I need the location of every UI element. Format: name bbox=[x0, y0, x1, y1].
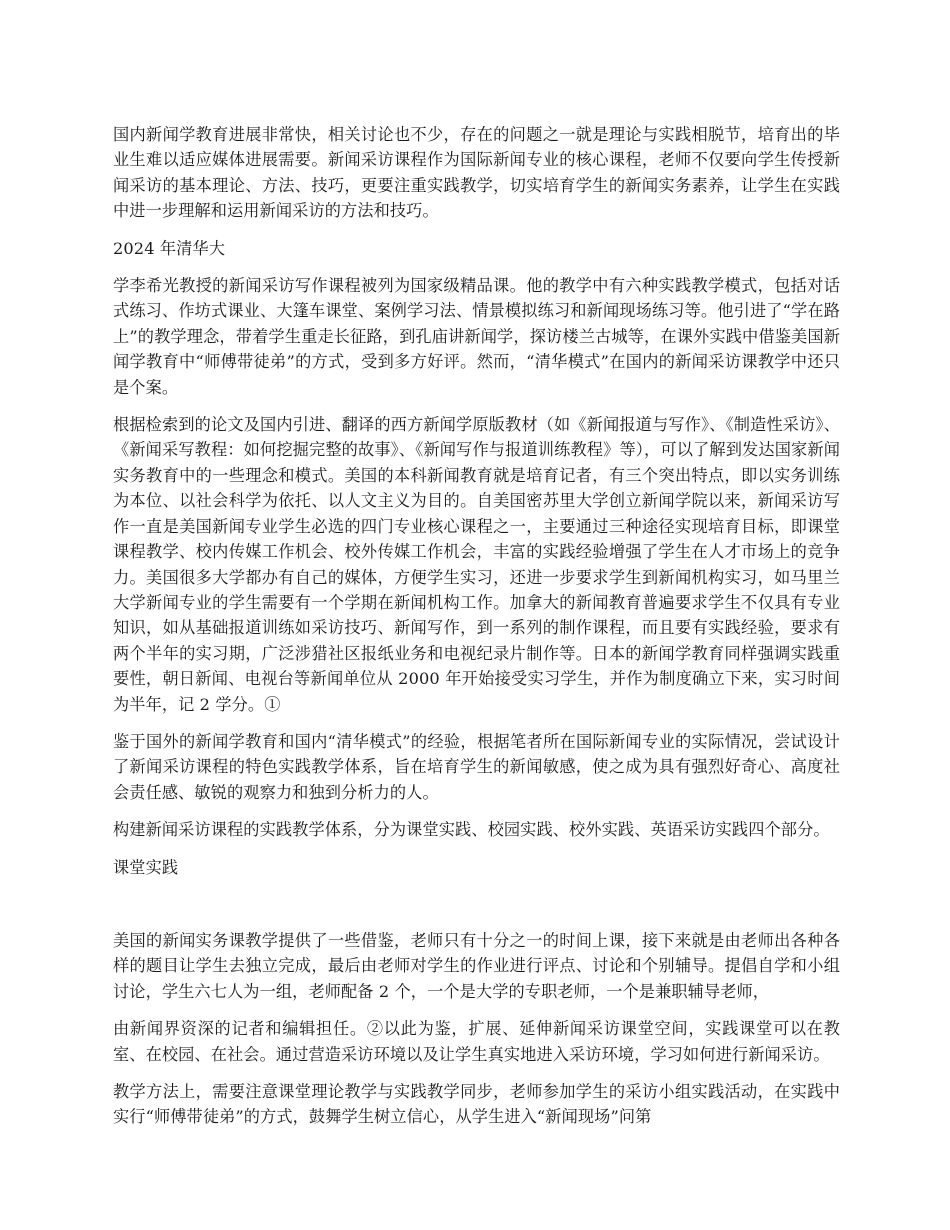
section-heading-classroom: 课堂实践 bbox=[113, 857, 179, 877]
paragraph-us-practice: 美国的新闻实务课教学提供了一些借鉴，老师只有十分之一的时间上课，接下来就是由老师出各种各样的题目让学生去独立完成，最后由老师对学生的作业进行评点、讨论和个别辅导。提倡自学和小组讨论，学生六七人为一组，老师配备 2 个，一个是大学的专职老师，一个是兼职辅导老师， bbox=[113, 930, 840, 1001]
paragraph-tsinghua-model: 学李希光教授的新闻采访写作课程被列为国家级精品课。他的教学中有六种实践教学模式，包括对话式练习、作坊式课业、大篷车课堂、案例学习法、情景模拟练习和新闻现场练习等。他引进了“学在路上”的教学理念，带着学生重走长征路，到孔庙讲新闻学，探访楼兰古城等，在课外实践中借鉴美国新闻学教育中“师傅带徒弟”的方式，受到多方好评。然而，“清华模式”在国内的新闻采访课教学中还只是个案。 bbox=[113, 276, 840, 397]
paragraph-four-parts: 构建新闻采访课程的实践教学体系，分为课堂实践、校园实践、校外实践、英语采访实践四个部分。 bbox=[113, 820, 830, 840]
paragraph-foreign-education: 根据检索到的论文及国内引进、翻译的西方新闻学原版教材（如《新闻报道与写作》、《制造性采访》、《新闻采写教程：如何挖掘完整的故事》、《新闻写作与报道训练教程》等），可以了解到发达国家新闻实务教育中的一些理念和模式。美国的本科新闻教育就是培育记者，有三个突出特点，即以实务训练为本位、以社会科学为依托、以人文主义为目的。自美国密苏里大学创立新闻学院以来，新闻采访写作一直是美国新闻专业学生必选的四门专业核心课程之一，主要通过三种途径实现培育目标，即课堂课程教学、校内传媒工作机会、校外传媒工作机会，丰富的实践经验增强了学生在人才市场上的竞争力。美国很多大学都办有自己的媒体，方便学生实习，还进一步要求学生到新闻机构实习，如马里兰大学新闻专业的学生需要有一个学期在新闻机构工作。加拿大的新闻教育普遍要求学生不仅具有专业知识，如从基础报道训练如采访技巧、新闻写作，到一系列的制作课程，而且要有实践经验，要求有两个半年的实习期，广泛涉猎社区报纸业务和电视纪录片制作等。日本的新闻学教育同样强调实践重要性，朝日新闻、电视台等新闻单位从 2000 年开始接受实习学生，并作为制度确立下来，实习时间为半年，记 2 学分。① bbox=[113, 415, 840, 714]
document-body bbox=[113, 122, 840, 1142]
paragraph-extend-classroom: 由新闻界资深的记者和编辑担任。②以此为鉴，扩展、延伸新闻采访课堂空间，实践课堂可以在教室、在校园、在社会。通过营造采访环境以及让学生真实地进入采访环境，学习如何进行新闻采访。 bbox=[113, 1019, 840, 1064]
paragraph-system-design: 鉴于国外的新闻学教育和国内“清华模式”的经验，根据笔者所在国际新闻专业的实际情况，尝试设计了新闻采访课程的特色实践教学体系，旨在培育学生的新闻敏感，使之成为具有强烈好奇心、高度社会责任感、敏锐的观察力和独到分析力的人。 bbox=[113, 731, 840, 802]
section-spacer bbox=[113, 892, 840, 928]
paragraph-teaching-method: 教学方法上，需要注意课堂理论教学与实践教学同步，老师参加学生的采访小组实践活动，在实践中实行“师傅带徒弟”的方式，鼓舞学生树立信心，从学生进入“新闻现场”问第 bbox=[113, 1082, 840, 1127]
paragraph-year-heading: 2024 年清华大 bbox=[113, 238, 225, 258]
paragraph-intro: 国内新闻学教育进展非常快，相关讨论也不少，存在的问题之一就是理论与实践相脱节，培育出的毕业生难以适应媒体进展需要。新闻采访课程作为国际新闻专业的核心课程，老师不仅要向学生传授新闻采访的基本理论、方法、技巧，更要注重实践教学，切实培育学生的新闻实务素养，让学生在实践中进一步理解和运用新闻采访的方法和技巧。 bbox=[113, 125, 840, 221]
